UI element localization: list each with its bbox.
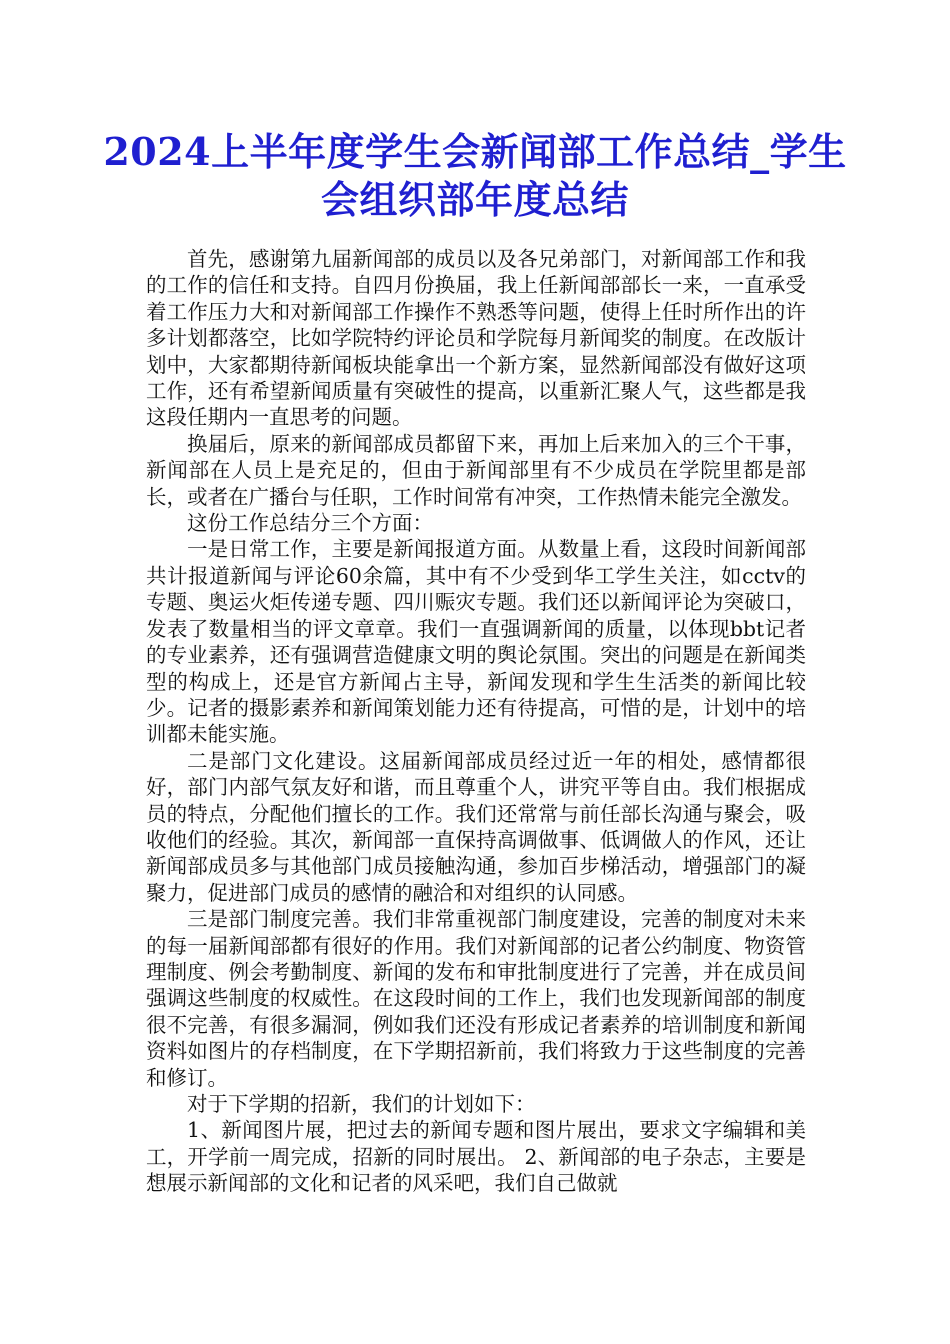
paragraph-staffing: 换届后，原来的新闻部成员都留下来，再加上后来加入的三个干事，新闻部在人员上是充足的，但由于新闻部里有不少成员在学院里都是部长，或者在广播台与任职，工作时间常有冲突，工作热情未能完全激发。 (146, 431, 806, 509)
paragraph-recruit-plan: 对于下学期的招新，我们的计划如下： (187, 1092, 536, 1116)
paragraph-culture: 二是部门文化建设。这届新闻部成员经过近一年的相处，感情都很好，部门内部气氛友好和谐，而且尊重个人，讲究平等自由。我们根据成员的特点，分配他们擅长的工作。我们还常常与前任部长沟通与聚会，吸收他们的经验。其次，新闻部一直保持高调做事、低调做人的作风，还让新闻部成员多与其他部门成员接触沟通，参加百步梯活动，增强部门的凝聚力，促进部门成员的感情的融洽和对组织的认同感。 (146, 748, 806, 905)
document-body (146, 246, 806, 1197)
paragraph-daily-work: 一是日常工作，主要是新闻报道方面。从数量上看，这段时间新闻部共计报道新闻与评论60余篇，其中有不少受到华工学生关注，如cctv的专题、奥运火炬传递专题、四川赈灾专题。我们还以新闻评论为突破口，发表了数量相当的评文章章。我们一直强调新闻的质量，以体现bbt记者的专业素养，还有强调营造健康文明的舆论氛围。突出的问题是在新闻类型的构成上，还是官方新闻占主导，新闻发现和学生生活类的新闻比较少。记者的摄影素养和新闻策划能力还有待提高，可惜的是，计划中的培训都未能实施。 (146, 537, 806, 747)
paragraph-summary-outline: 这份工作总结分三个方面： (187, 511, 433, 536)
paragraph-rules: 三是部门制度完善。我们非常重视部门制度建设，完善的制度对未来的每一届新闻部都有很好的作用。我们对新闻部的记者公约制度、物资管理制度、例会考勤制度、新闻的发布和审批制度进行了完善，并在成员间强调这些制度的权威性。在这段时间的工作上，我们也发现新闻部的制度很不完善，有很多漏洞，例如我们还没有形成记者素养的培训制度和新闻资料如图片的存档制度，在下学期招新前，我们将致力于这些制度的完善和修订。 (146, 907, 806, 1090)
paragraph-intro: 首先，感谢第九届新闻部的成员以及各兄弟部门，对新闻部工作和我的工作的信任和支持。自四月份换届，我上任新闻部部长一来，一直承受着工作压力大和对新闻部工作操作不熟悉等问题，使得上任时所作出的许多计划都落空，比如学院特约评论员和学院每月新闻奖的制度。在改版计划中，大家都期待新闻板块能拿出一个新方案，显然新闻部没有做好这项工作，还有希望新闻质量有突破性的提高，以重新汇聚人气，这些都是我这段任期内一直思考的问题。 (146, 247, 806, 430)
document-title: 2024上半年度学生会新闻部工作总结_学生会组织部年度总结 (103, 129, 847, 222)
paragraph-plan-items: 1、新闻图片展，把过去的新闻专题和图片展出，要求文字编辑和美工，开学前一周完成，招新的同时展出。 2、新闻部的电子杂志，主要是想展示新闻部的文化和记者的风采吧，我们自己做就 (146, 1118, 806, 1196)
